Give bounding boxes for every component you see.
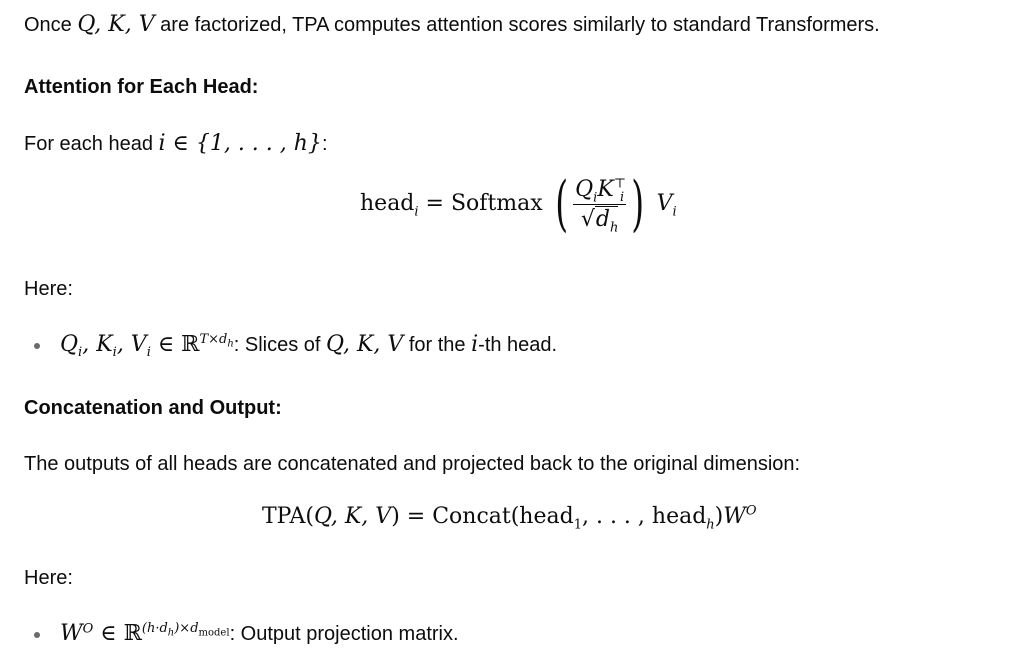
- b2-sup-a-sub: h: [167, 627, 175, 639]
- bullet-dot-1: [34, 343, 40, 349]
- b1-k: , K: [82, 332, 113, 357]
- ceq-lhs: TPA(: [262, 504, 314, 529]
- eq-v: V: [656, 191, 673, 216]
- b2-reals: ℝ: [123, 621, 142, 646]
- den-d: d: [595, 206, 610, 232]
- ceq-rhs-open: ) = Concat(head: [391, 504, 574, 529]
- b1-reals: ℝ: [181, 332, 200, 357]
- num-q: Q: [575, 176, 594, 202]
- left-paren: (: [554, 169, 568, 239]
- eq-lhs-head: head: [360, 191, 415, 216]
- ceq-sub1: 1: [573, 517, 582, 533]
- attention-equation: [360, 169, 677, 239]
- b2-text: : Output projection matrix.: [229, 623, 459, 645]
- heading-concat: Concatenation and Output:: [24, 397, 282, 419]
- ceq-close: ): [714, 504, 724, 529]
- b2-w: W: [60, 621, 83, 646]
- b1-v: , V: [116, 332, 147, 357]
- b2-sup-a: (h·d: [141, 621, 168, 637]
- for-each-prefix: For each head: [24, 133, 159, 155]
- eq-lhs-sub: i: [414, 204, 419, 220]
- b1-text-a: : Slices of: [233, 334, 327, 356]
- b1-v-sub: i: [146, 345, 151, 360]
- num-k-sup: ⊤: [613, 176, 626, 192]
- num-k: K: [597, 176, 614, 202]
- for-each-head-line: [24, 130, 328, 158]
- b1-sup-text: T×d: [199, 332, 228, 348]
- bullet-item-2: [60, 620, 459, 648]
- b1-q: Q: [60, 332, 79, 357]
- here-label-2: Here:: [24, 567, 73, 589]
- b1-sup-sub: h: [227, 338, 234, 350]
- ceq-w-sup: O: [745, 503, 757, 519]
- b2-sup-b-sub: model: [198, 627, 230, 639]
- intro-paragraph: [24, 11, 880, 39]
- num-k-sub: i: [619, 189, 625, 205]
- b1-q-sub: i: [78, 345, 83, 360]
- for-each-math: i ∈ {1, . . . , h}: [158, 131, 322, 156]
- attention-fraction: [573, 176, 626, 235]
- intro-prefix: Once: [24, 14, 78, 36]
- b2-in: ∈: [93, 621, 124, 646]
- b1-text-c: -th head.: [478, 334, 558, 356]
- b2-sup: [141, 621, 230, 639]
- num-q-sub: i: [593, 189, 598, 205]
- eq-v-sub: i: [672, 204, 677, 220]
- concat-equation: [262, 503, 757, 533]
- b1-sup: [199, 332, 234, 350]
- ceq-w: W: [723, 504, 746, 529]
- fraction-numerator: [573, 177, 626, 205]
- heading-attention: Attention for Each Head:: [24, 76, 259, 98]
- bullet-dot-2: [34, 632, 40, 638]
- fraction-denominator: [573, 205, 626, 235]
- b1-qkv: Q, K, V: [326, 332, 404, 357]
- b2-sup-b: )×d: [174, 621, 199, 637]
- bullet-item-1: [60, 331, 557, 359]
- sqrt-sign: √: [580, 206, 595, 232]
- concat-paragraph: The outputs of all heads are concatenated and projected back to the original dimension:: [24, 453, 801, 475]
- ceq-args: Q, K, V: [313, 504, 392, 529]
- here-label-1: Here:: [24, 278, 73, 300]
- b1-in: ∈: [150, 332, 182, 357]
- intro-suffix: are factorized, TPA computes attention scores similarly to standard Transformers.: [154, 14, 880, 36]
- ceq-mid: , . . . , head: [581, 504, 707, 529]
- for-each-suffix: :: [321, 133, 328, 155]
- intro-math: Q, K, V: [77, 12, 155, 37]
- b1-k-sub: i: [112, 345, 117, 360]
- b1-i: i: [471, 332, 479, 357]
- eq-softmax: = Softmax: [418, 191, 543, 216]
- ceq-subh: h: [706, 517, 715, 533]
- right-paren: ): [631, 169, 645, 239]
- b1-text-b: for the: [403, 334, 472, 356]
- den-sub: h: [610, 219, 619, 235]
- b2-w-sup: O: [82, 621, 94, 637]
